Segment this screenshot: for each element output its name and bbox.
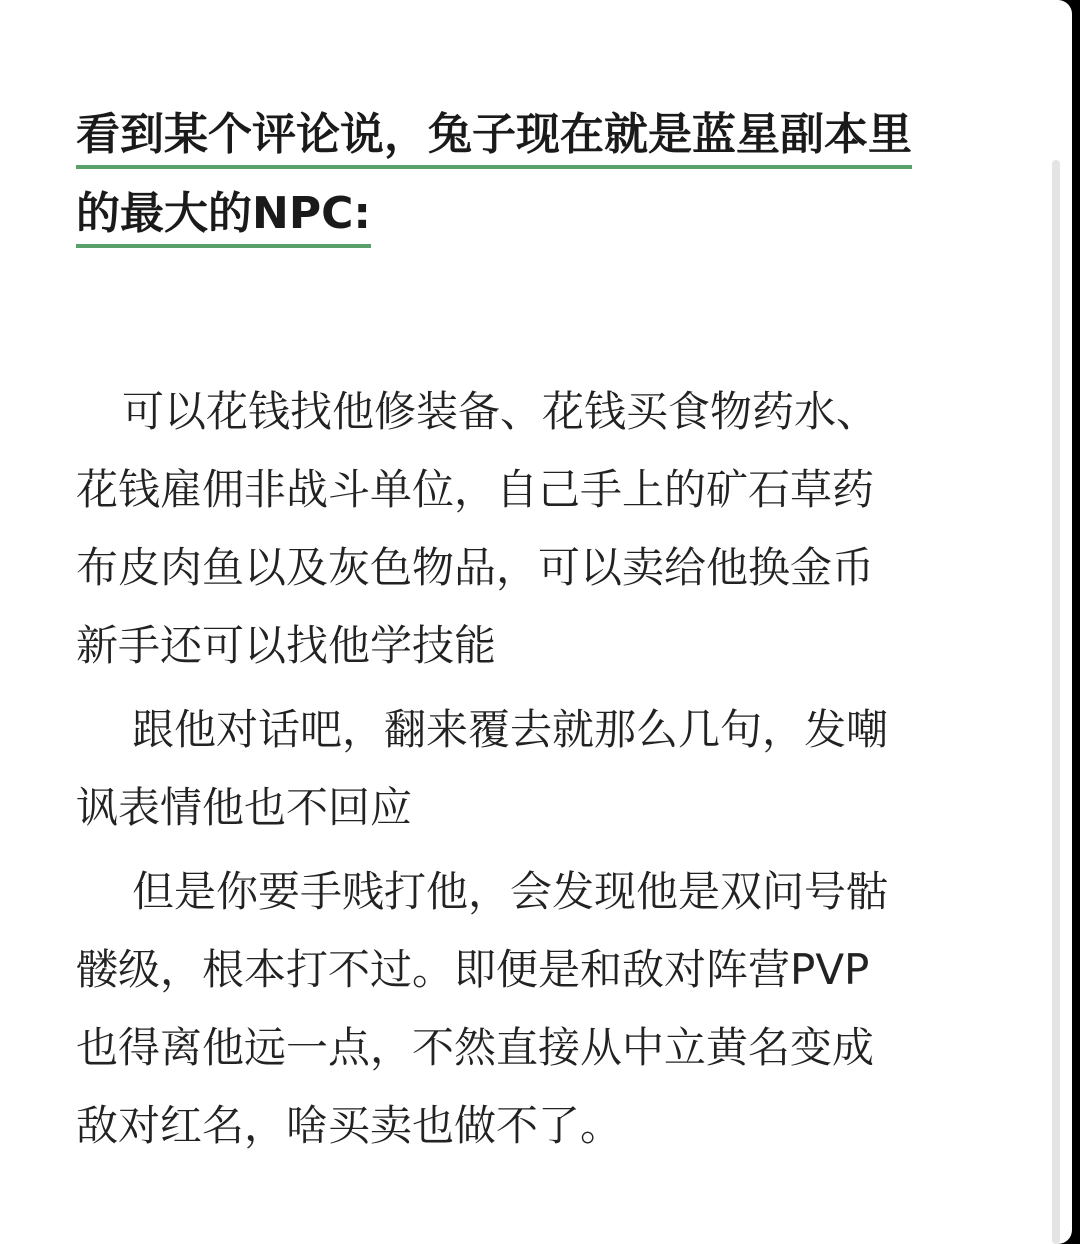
paragraph-line: 讽表情他也不回应 [76, 783, 413, 832]
paragraph-line: 新手还可以找他学技能 [76, 621, 497, 670]
paragraph-npc-dialogue [76, 691, 976, 847]
article-title-line-1: 看到某个评论说，兔子现在就是蓝星副本里 [76, 105, 912, 169]
paragraph-line: 也得离他远一点，不然直接从中立黄名变成 [76, 1023, 875, 1072]
paragraph-line: 布皮肉鱼以及灰色物品，可以卖给他换金币 [76, 543, 875, 592]
title-row-1 [76, 105, 976, 184]
article-title-line-2: 的最大的NPC: [76, 184, 371, 248]
paragraph-line: 但是你要手贱打他，会发现他是双问号骷 [132, 867, 889, 916]
paragraph-line: 髅级，根本打不过。即便是和敌对阵营PVP [76, 945, 870, 994]
paragraph-line: 跟他对话吧，翻来覆去就那么几句，发嘲 [132, 705, 889, 754]
paragraph-line: 敌对红名，啥买卖也做不了。 [76, 1101, 623, 1150]
paragraph-line: 花钱雇佣非战斗单位，自己手上的矿石草药 [76, 465, 875, 514]
title-row-2 [76, 184, 976, 263]
vertical-scrollbar[interactable] [1052, 160, 1060, 1244]
paragraph-line: 可以花钱找他修装备、花钱买食物药水、 [122, 387, 879, 436]
paragraph-npc-services [76, 373, 976, 685]
paragraph-npc-combat [76, 853, 976, 1165]
article-body [76, 105, 976, 1165]
